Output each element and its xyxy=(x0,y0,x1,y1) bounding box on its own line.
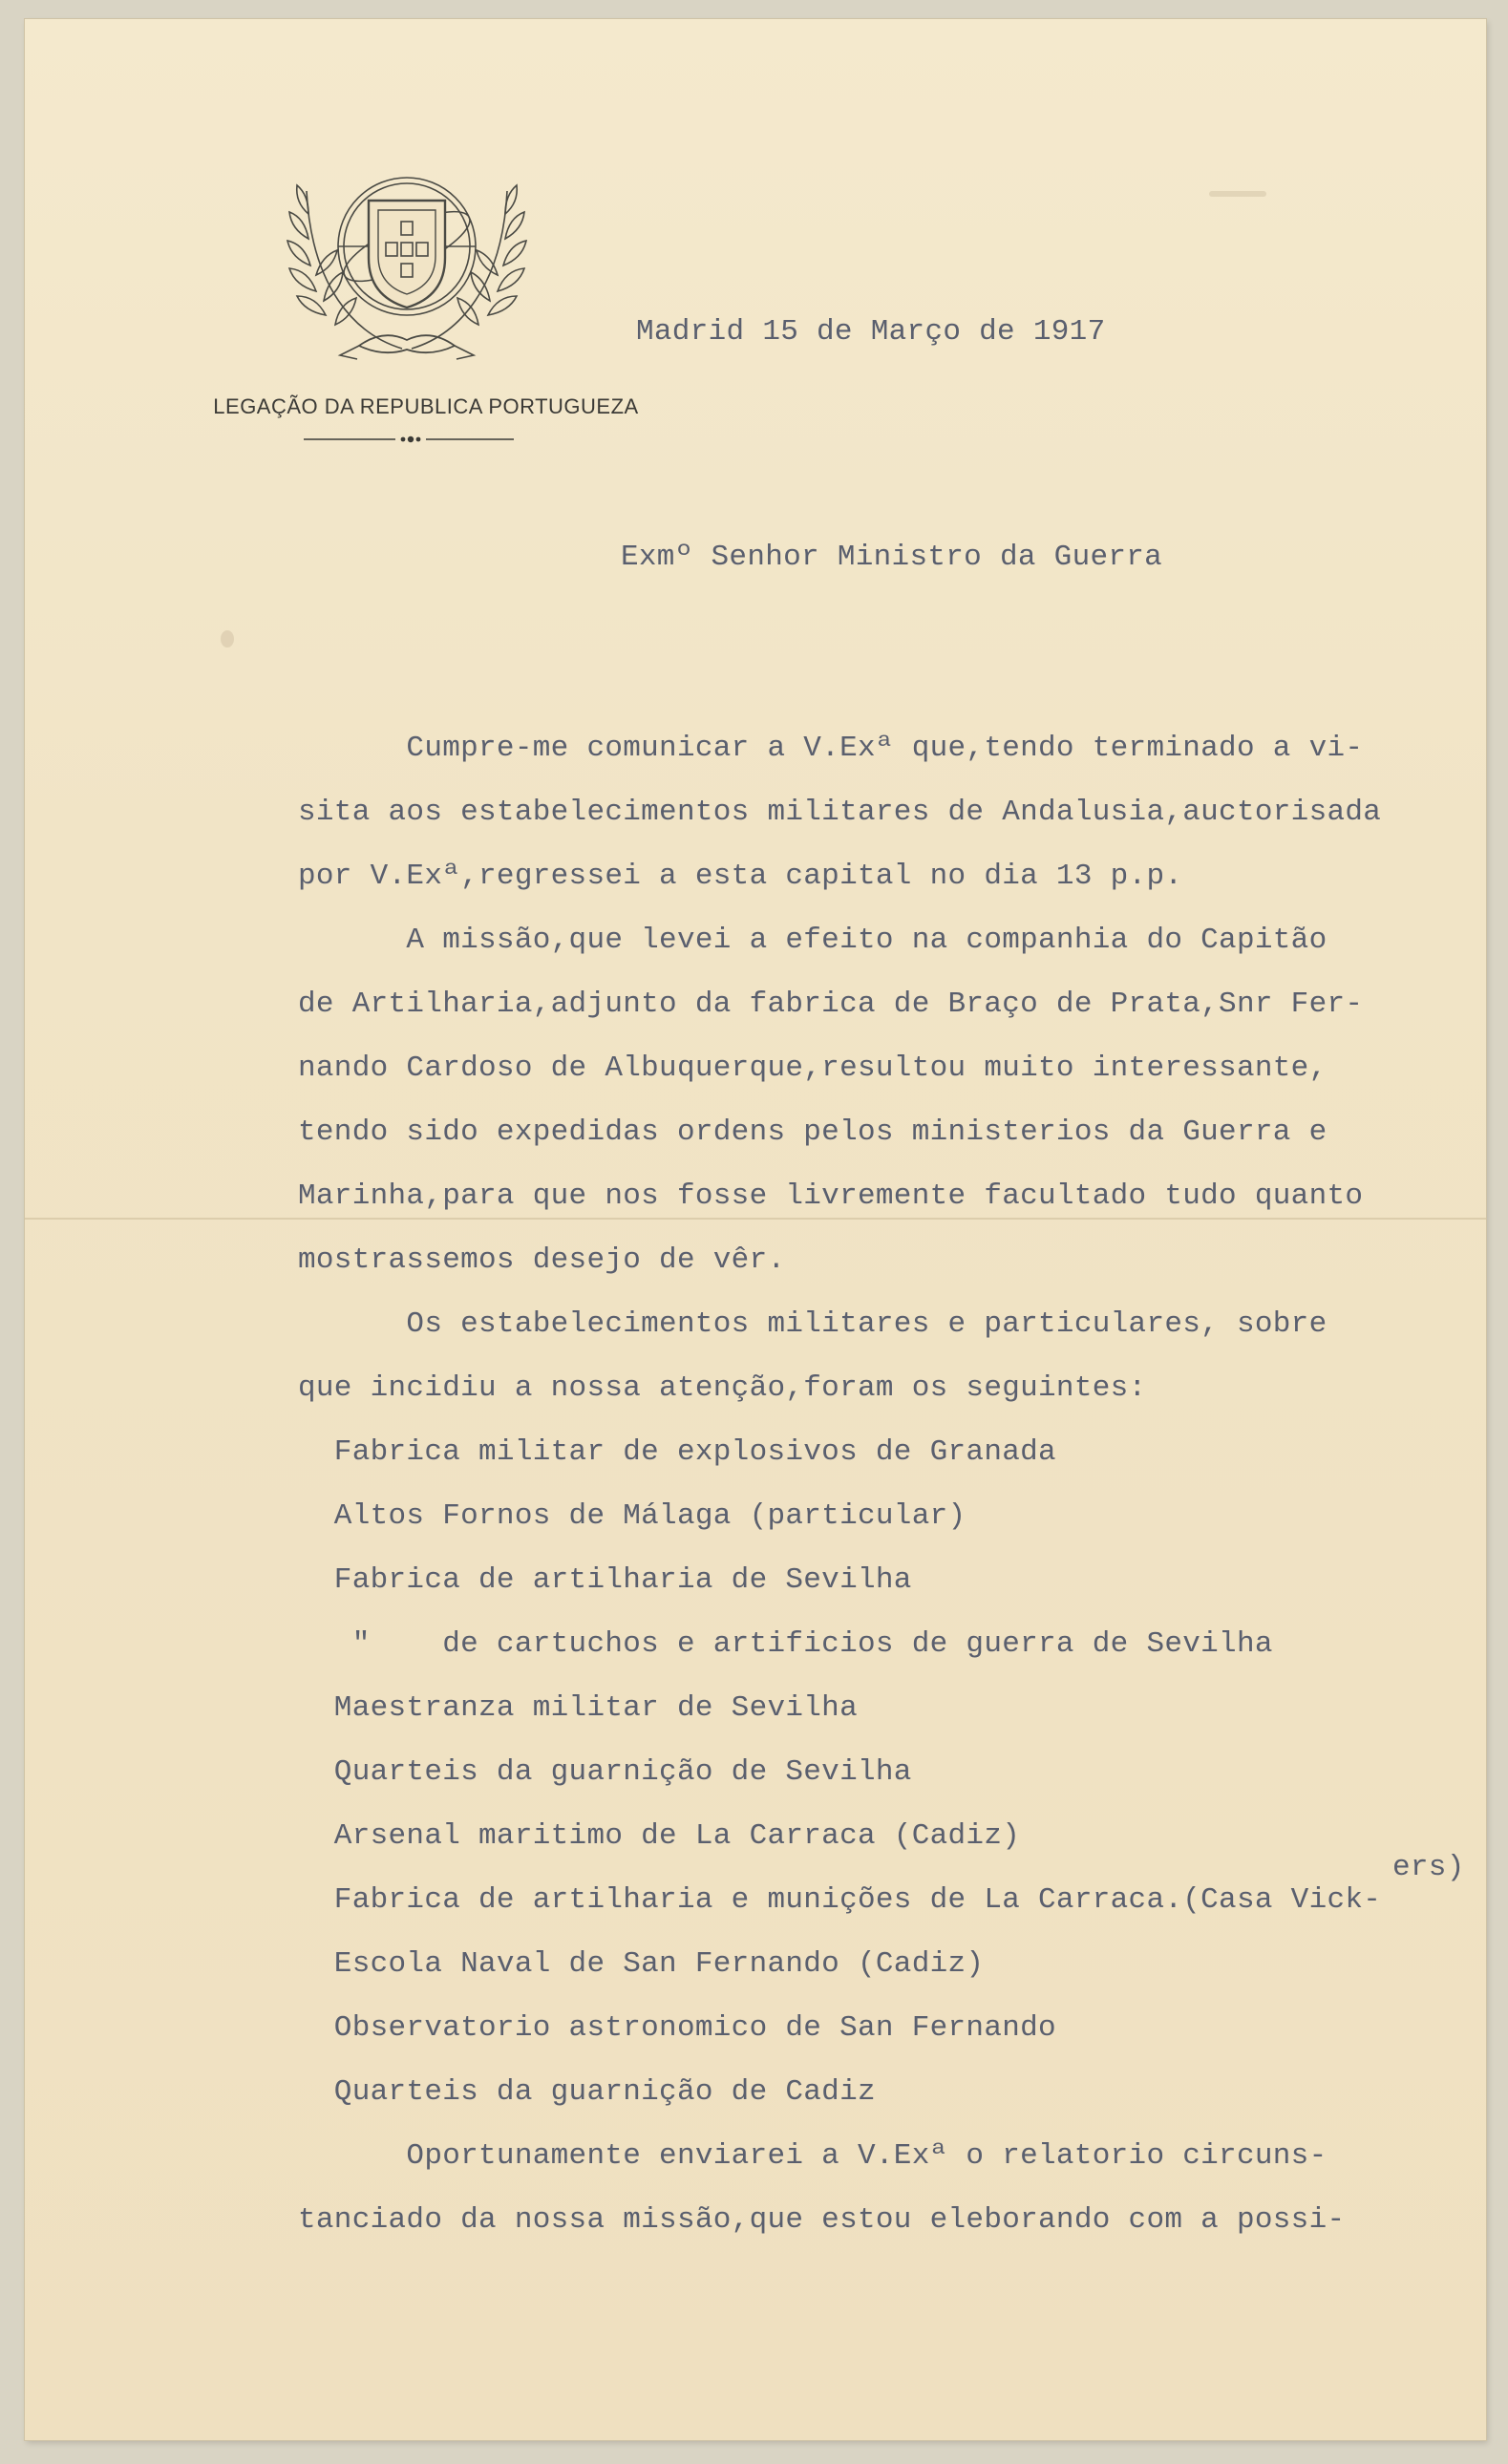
body-line: que incidiu a nossa atenção,foram os seguintes: xyxy=(298,1371,1147,1405)
body-line: Os estabelecimentos militares e particulares, sobre xyxy=(298,1307,1327,1341)
body-line: tanciado da nossa missão,que estou eleborando com a possi- xyxy=(298,2203,1346,2237)
body-line: mostrassemos desejo de vêr. xyxy=(298,1243,786,1277)
list-item: Fabrica militar de explosivos de Granada xyxy=(298,1435,1056,1469)
body-line: sita aos estabelecimentos militares de Andalusia,auctorisada xyxy=(298,796,1382,829)
letter-salutation: Exmº Senhor Ministro da Guerra xyxy=(621,541,1163,574)
list-item: Fabrica de artilharia e munições de La Carraca.(Casa Vick- xyxy=(298,1883,1382,1917)
letterhead-ornament-rule xyxy=(304,433,514,446)
list-item: Quarteis da guarnição de Cadiz xyxy=(298,2075,876,2109)
body-line: nando Cardoso de Albuquerque,resultou muito interessante, xyxy=(298,1051,1327,1085)
legation-letterhead: LEGAÇÃO DA REPUBLICA PORTUGUEZA xyxy=(213,394,639,418)
letter-date: Madrid 15 de Março de 1917 xyxy=(636,315,1106,349)
letter-sheet xyxy=(25,19,1486,2440)
list-item: Quarteis da guarnição de Sevilha xyxy=(298,1755,912,1789)
list-item: Escola Naval de San Fernando (Cadiz) xyxy=(298,1947,985,1981)
list-item: Observatorio astronomico de San Fernando xyxy=(298,2011,1056,2045)
list-item: Altos Fornos de Málaga (particular) xyxy=(298,1499,966,1533)
paper-fold xyxy=(25,1218,1486,1220)
list-item: Arsenal maritimo de La Carraca (Cadiz) xyxy=(298,1819,1021,1853)
body-line: de Artilharia,adjunto da fabrica de Braço de Prata,Snr Fer- xyxy=(298,988,1364,1021)
paper-stain xyxy=(221,630,234,648)
interlinear-note: ers) xyxy=(1392,1851,1465,1884)
body-line: Oportunamente enviarei a V.Exª o relatorio circuns- xyxy=(298,2139,1327,2173)
paper-stain xyxy=(1209,191,1266,197)
body-line: Cumpre-me comunicar a V.Exª que,tendo terminado a vi- xyxy=(298,732,1364,765)
body-line: A missão,que levei a efeito na companhia do Capitão xyxy=(298,924,1327,957)
body-line: tendo sido expedidas ordens pelos ministerios da Guerra e xyxy=(298,1115,1327,1149)
body-line: por V.Exª,regressei a esta capital no dia 13 p.p. xyxy=(298,860,1183,893)
list-item: " de cartuchos e artificios de guerra de Sevilha xyxy=(298,1627,1273,1661)
list-item: Fabrica de artilharia de Sevilha xyxy=(298,1563,912,1597)
body-line: Marinha,para que nos fosse livremente facultado tudo quanto xyxy=(298,1179,1364,1213)
list-item: Maestranza militar de Sevilha xyxy=(298,1691,858,1725)
coat-of-arms-emblem xyxy=(268,134,545,372)
